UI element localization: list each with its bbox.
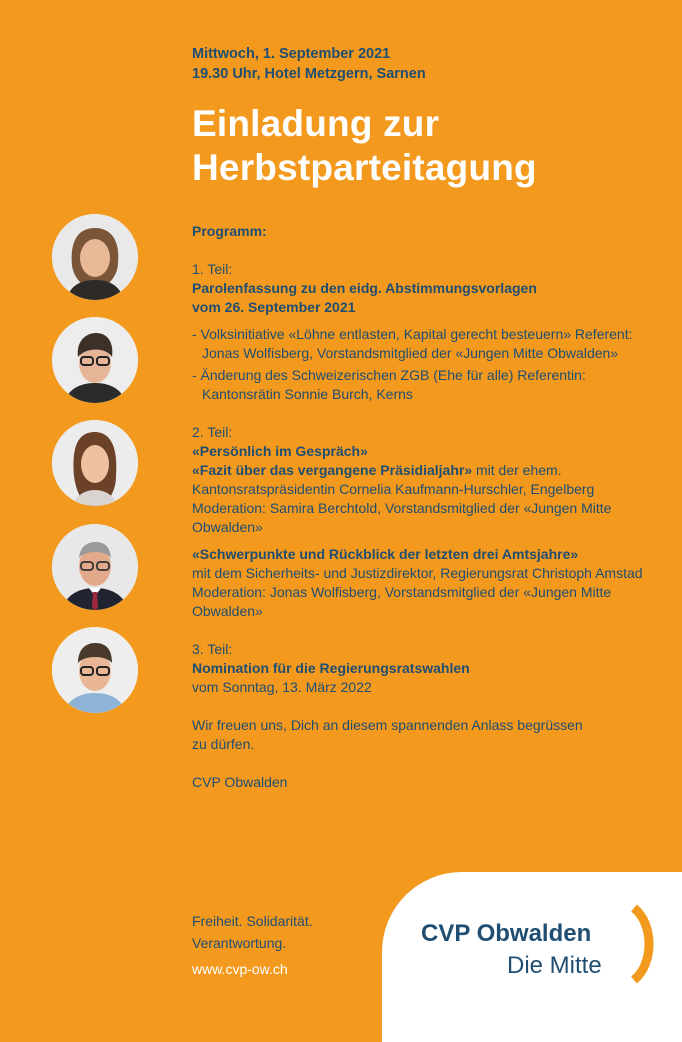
portrait-man-suit xyxy=(52,524,138,610)
closing-text: Wir freuen uns, Dich an diesem spannenden Anlass begrüssen zu dürfen. xyxy=(192,717,583,752)
part1-label: 1. Teil: xyxy=(192,261,233,277)
portrait-man-glasses xyxy=(52,317,138,403)
fazit-title: «Fazit über das vergangene Präsidialjahr» xyxy=(192,462,473,478)
slogan-line-1: Freiheit. Solidarität. xyxy=(192,913,313,929)
part1-item: - Änderung des Schweizerischen ZGB (Ehe für alle) Referentin: Kantonsrätin Sonnie Burch, Kerns xyxy=(192,367,586,402)
portrait-woman-short-hair xyxy=(52,214,138,300)
logo-arc-icon xyxy=(620,902,666,986)
part1-item: - Volksinitiative «Löhne entlasten, Kapital gerecht besteuern» Referent: Jonas Wolfisberg, Vorstandsmitglied der «Jungen Mitte Obwalden» xyxy=(192,326,633,361)
schwerpunkte-moderation: Moderation: Jonas Wolfisberg, Vorstandsmitglied der «Jungen Mitte Obwalden» xyxy=(192,584,612,619)
title-line-1: Einladung zur xyxy=(192,103,440,144)
website-link[interactable]: www.cvp-ow.ch xyxy=(192,961,288,977)
schwerpunkte-title: «Schwerpunkte und Rückblick der letzten drei Amtsjahre» xyxy=(192,546,579,562)
part3-title: Nomination für die Regierungsratswahlen xyxy=(192,660,470,676)
program-section xyxy=(192,222,662,792)
event-time-place: 19.30 Uhr, Hotel Metzgern, Sarnen xyxy=(192,66,426,82)
footer-slogan xyxy=(192,910,313,980)
event-date: Mittwoch, 1. September 2021 xyxy=(192,46,391,62)
portrait-young-man-glasses xyxy=(52,627,138,713)
logo-name: CVP Obwalden xyxy=(421,920,592,947)
portrait-young-woman xyxy=(52,420,138,506)
part1-title-line1: Parolenfassung zu den eidg. Abstimmungsvorlagen xyxy=(192,280,537,296)
signature: CVP Obwalden xyxy=(192,774,288,790)
logo-subtitle: Die Mitte xyxy=(507,952,602,979)
schwerpunkte-description: mit dem Sicherheits- und Justizdirektor, Regierungsrat Christoph Amstad xyxy=(192,565,643,581)
title-line-2: Herbstparteitagung xyxy=(192,147,537,188)
part1-title-line2: vom 26. September 2021 xyxy=(192,299,356,315)
event-header xyxy=(192,44,426,84)
part2-subtitle: «Persönlich im Gespräch» xyxy=(192,443,368,459)
fazit-description: mit der ehem. Kantonsratspräsidentin Cornelia Kaufmann-Hurschler, Engelberg xyxy=(192,462,595,497)
part3-date: vom Sonntag, 13. März 2022 xyxy=(192,679,372,695)
part3-label: 3. Teil: xyxy=(192,641,233,657)
page-title xyxy=(192,102,537,190)
part2-fazit xyxy=(192,461,662,499)
part2-label: 2. Teil: xyxy=(192,424,233,440)
program-heading: Programm: xyxy=(192,223,267,239)
fazit-moderation: Moderation: Samira Berchtold, Vorstandsmitglied der «Jungen Mitte Obwalden» xyxy=(192,500,612,535)
slogan-line-2: Verantwortung. xyxy=(192,935,287,951)
